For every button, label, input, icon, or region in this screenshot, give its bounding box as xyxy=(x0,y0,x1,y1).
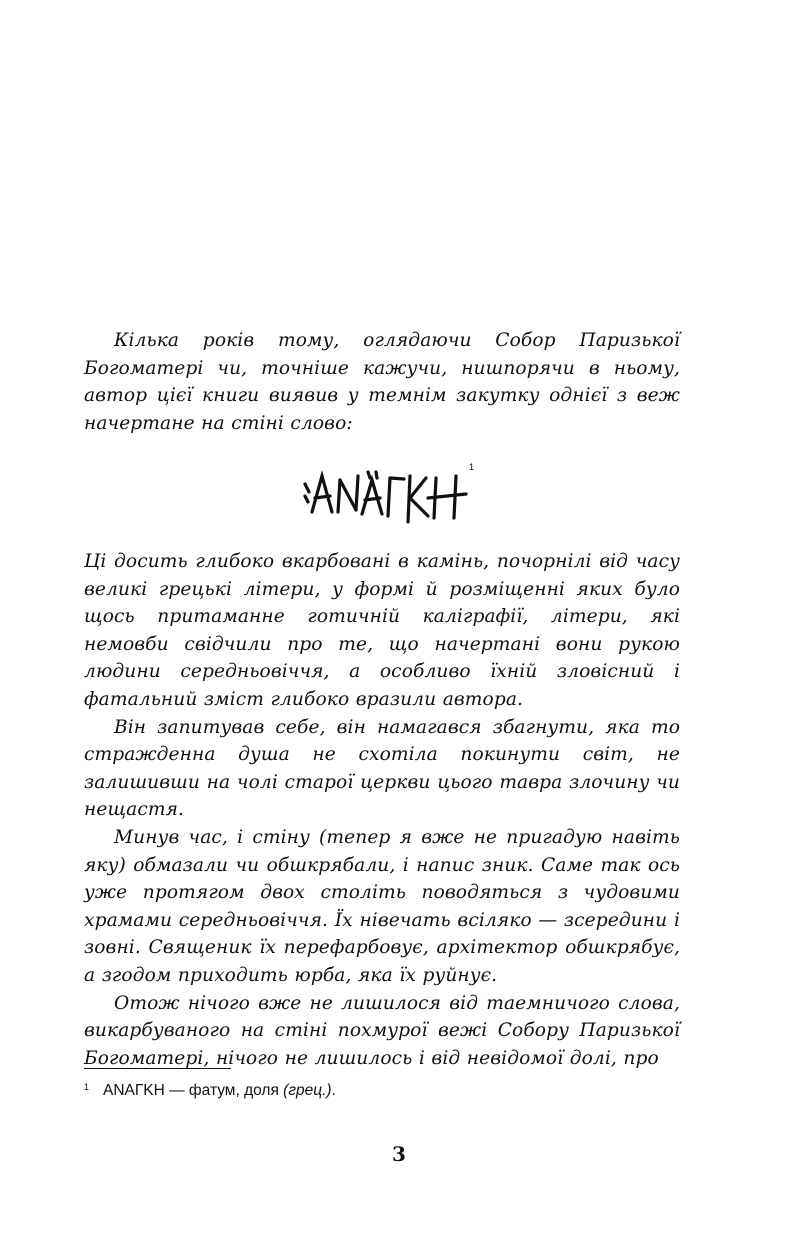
paragraph: Минув час, і стіну (тепер я вже не пригадую навіть яку) обмазали чи обшкрябали, і напис зник. Саме так ось уже протягом двох століть поводяться з чудовими храмами середньовіччя. Їх нівечать всіляко — зсередини і зовні. Священик їх перефарбовує, архітектор обшкрябує, а згодом приходить юрба, яка їх руйнує. xyxy=(84,826,680,986)
page-number: 3 xyxy=(392,1142,406,1166)
footnote-reference: 1 xyxy=(469,462,475,472)
paragraph: Отож нічого вже не лишилося від таемничого слова, викарбуваного на стіні похмурої вежі Собору Паризької Богоматері, нічого не лишилось і від невідомої долі, про xyxy=(84,992,680,1069)
footnote xyxy=(84,1077,684,1101)
ananke-inscription xyxy=(300,462,480,528)
footnote-term: ANAГKH xyxy=(103,1082,165,1099)
ananke-inscription-graphic xyxy=(300,462,470,528)
footnote-end: . xyxy=(331,1082,336,1099)
footnote-divider xyxy=(84,1068,231,1069)
intro-paragraph: Кілька років тому, оглядаючи Собор Паризької Богоматері чи, точніше кажучи, нишпорячи в ньому, автор цієї книги виявив у темнім закутку однієї з веж начертане на стіні слово: xyxy=(84,330,680,434)
intro-text xyxy=(84,327,680,437)
paragraph: Ці досить глибоко вкарбовані в камінь, почорнілі від часу великі грецькі літери, у формі й розміщенні яких було щось притаманне готичній каліграфії, літери, які немовби свідчили про те, що начертані вони рукою людини середньовіччя, а особливо їхній зловісний і фатальний зміст глибоко вразили автора. xyxy=(84,551,680,710)
paragraph: Він запитував себе, він намагався збагнути, яка то стражденна душа не схотіла покинути світ, не залишивши на чолі старої церкви цього тавра злочину чи нещастя. xyxy=(84,716,680,821)
main-text xyxy=(84,548,680,1072)
footnote-number: 1 xyxy=(84,1082,90,1092)
footnote-definition: — фатум, доля xyxy=(164,1082,284,1099)
footnote-language-note: (грец.) xyxy=(283,1082,332,1099)
